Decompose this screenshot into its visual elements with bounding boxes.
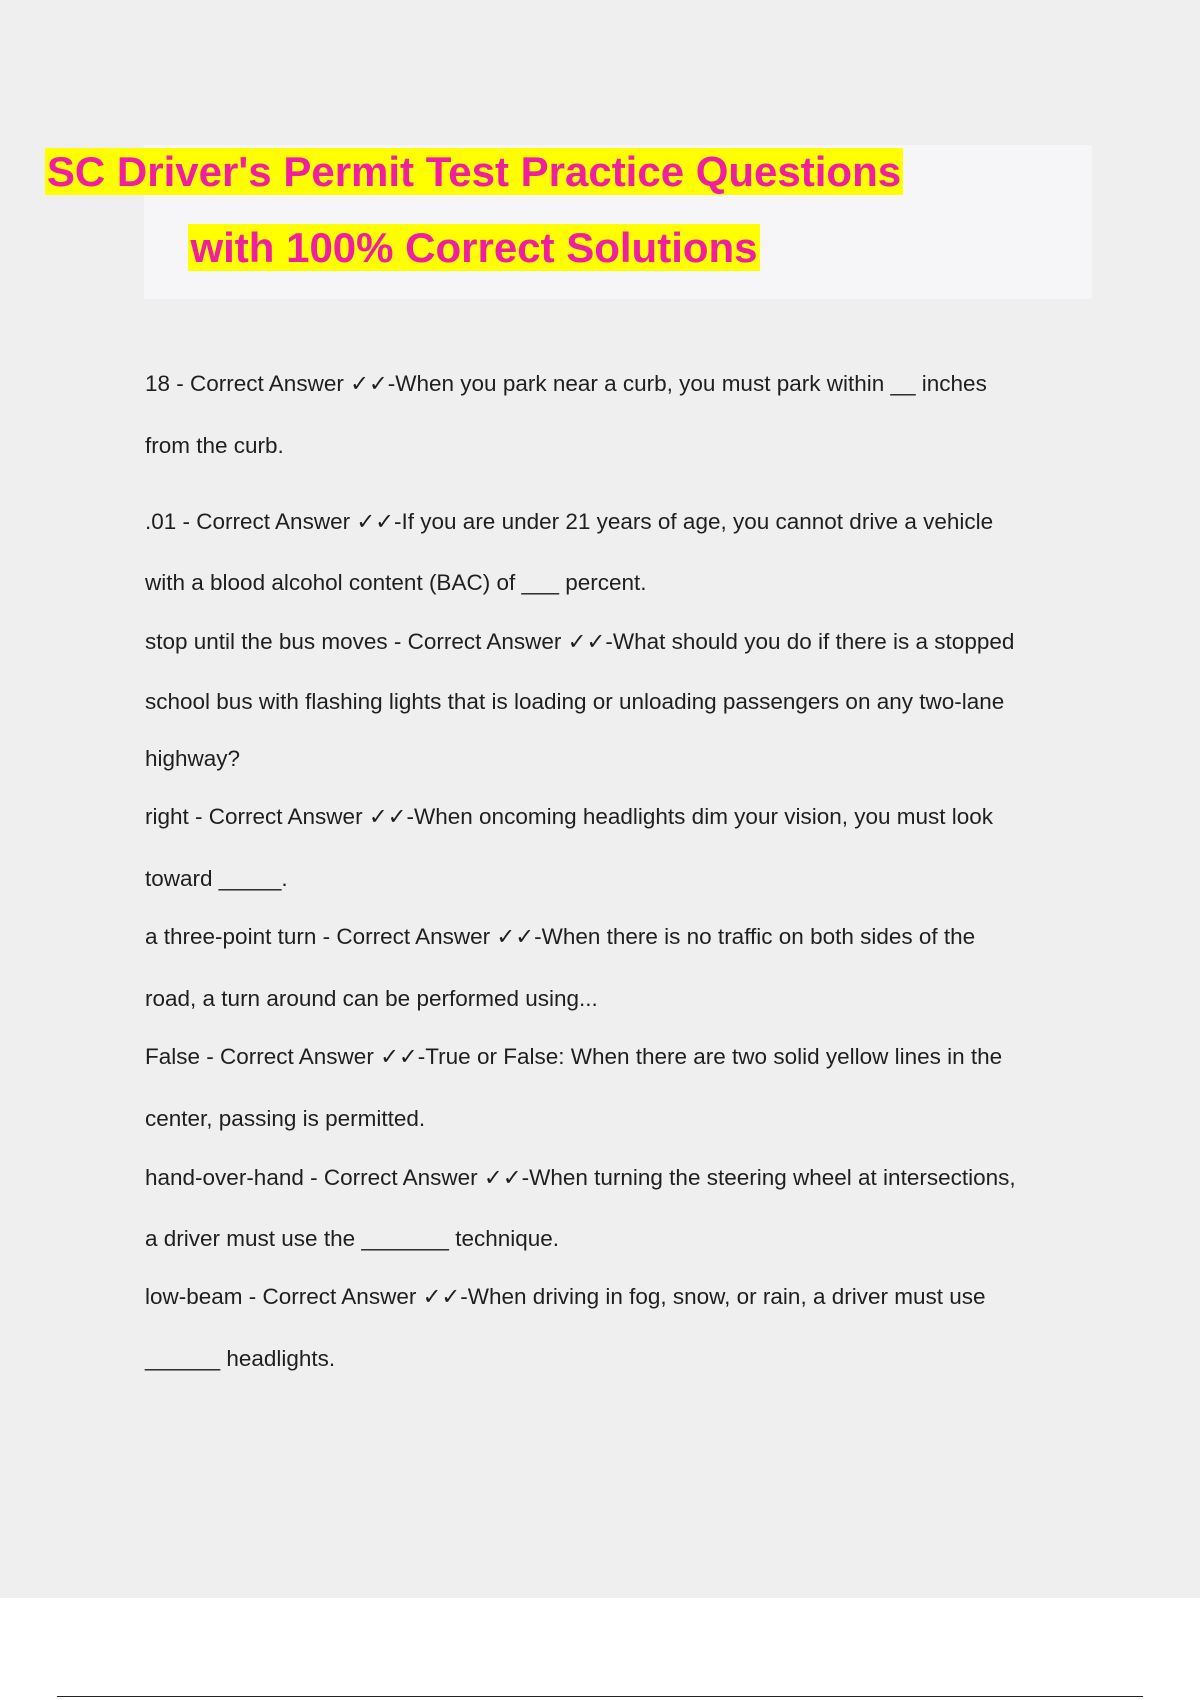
text-line: ______ headlights. (145, 1346, 336, 1371)
text-line: low-beam - Correct Answer ✓✓-When driving in fog, snow, or rain, a driver must use (145, 1284, 986, 1309)
text-line: hand-over-hand - Correct Answer ✓✓-When turning the steering wheel at intersections, (145, 1165, 1016, 1190)
text-line: from the curb. (145, 433, 284, 458)
title-highlight-1: SC Driver's Permit Test Practice Questions (46, 148, 902, 195)
text-line: road, a turn around can be performed using... (145, 986, 598, 1011)
text-line: .01 - Correct Answer ✓✓-If you are under 21 years of age, you cannot drive a vehicle (145, 509, 994, 534)
text-line: toward _____. (145, 866, 288, 891)
footer-rule (57, 1696, 1143, 1697)
text-line: school bus with flashing lights that is loading or unloading passengers on any two-lane (145, 689, 1005, 714)
text-line: right - Correct Answer ✓✓-When oncoming headlights dim your vision, you must look (145, 804, 994, 829)
text-line: a driver must use the _______ technique. (145, 1226, 560, 1251)
text-line: with a blood alcohol content (BAC) of ___ percent. (145, 570, 647, 595)
document-title-line-2 (0, 222, 948, 274)
text-line: False - Correct Answer ✓✓-True or False: When there are two solid yellow lines in the (145, 1044, 1003, 1069)
text-line: center, passing is permitted. (145, 1106, 426, 1131)
text-line: 18 - Correct Answer ✓✓-When you park near a curb, you must park within __ inches (145, 371, 987, 396)
text-line: highway? (145, 746, 241, 771)
document-title-line-1 (0, 146, 948, 198)
text-line: a three-point turn - Correct Answer ✓✓-When there is no traffic on both sides of the (145, 924, 976, 949)
title-highlight-2: with 100% Correct Solutions (190, 224, 758, 271)
text-line: stop until the bus moves - Correct Answer ✓✓-What should you do if there is a stopped (145, 629, 1015, 654)
